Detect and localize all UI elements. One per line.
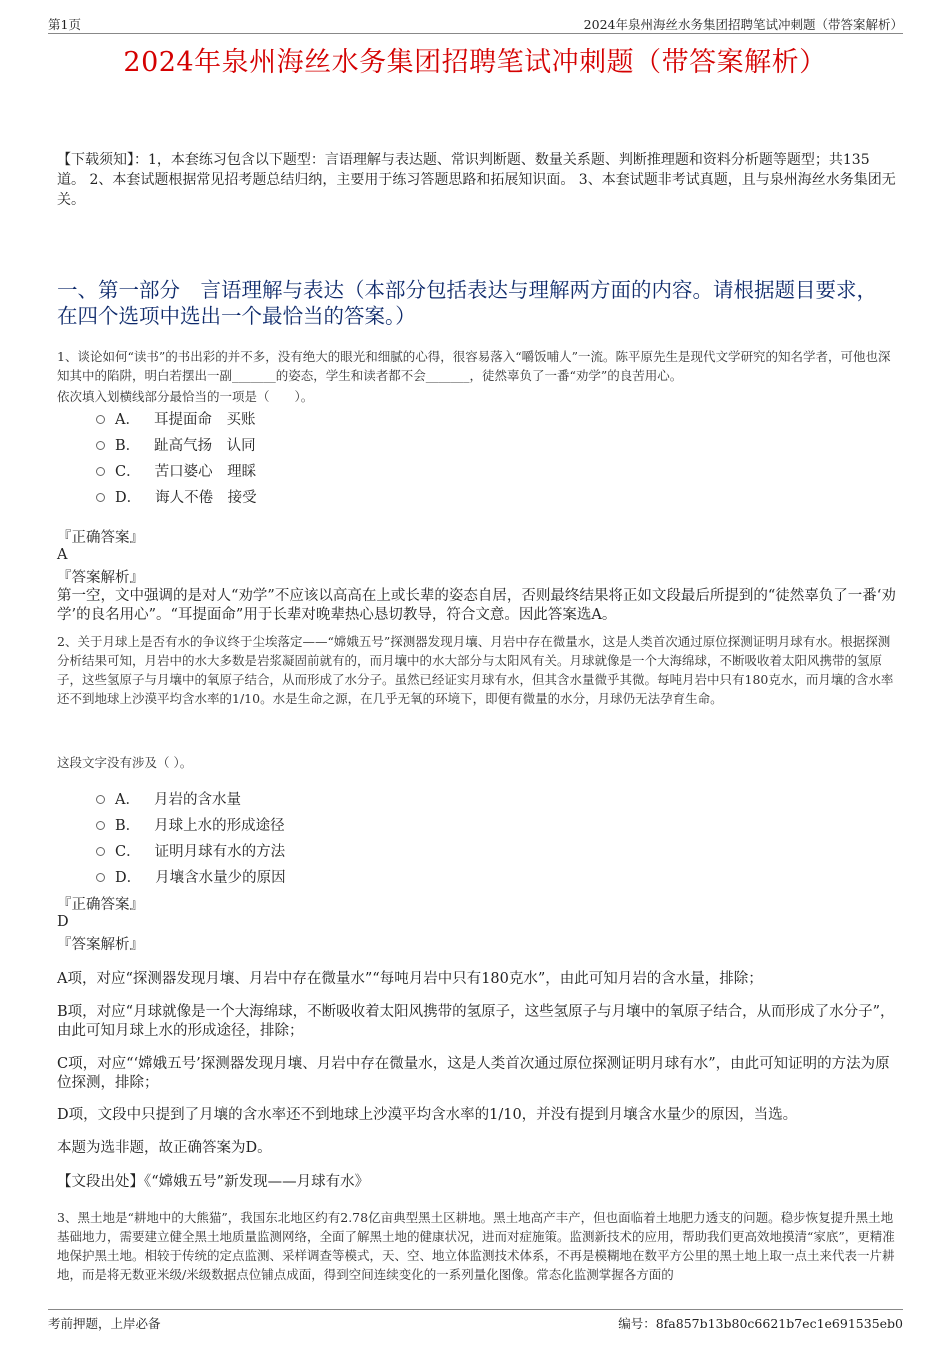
question-2-stem: 2、关于月球上是否有水的争议终于尘埃落定——“嫦娥五号”探测器发现月壤、月岩中存在微量水，这是人类首次通过原位探测证明月球有水。根据探测分析结果可知，月岩中的水大多数是岩浆凝固前就有的，而月壤中的水大部分与太阳风有关。月球就像是一个大海绵球，不断吸收着太阳风携带的氢原子，这些氢原子与月壤中的氧原子结合，从而形成了水分子。虽然已经证实月球有水，但其含水量微乎其微。每吨月岩中只有180克水，而月壤的含水率还不到地球上沙漠平均含水率的1/10。水是生命之源，在几乎无氧的环境下，即便有微量的水分，月球仍无法孕育生命。 xyxy=(57,634,894,706)
download-notice: 【下载须知】：1，本套练习包含以下题型：言语理解与表达题、常识判断题、数量关系题、判断推理题和资料分析题等题型；共135道。 2、本套试题根据常见招考题总结归纳，主要用于练习答题思路和拓展知识面。 3、本套试题非考试真题，且与泉州海丝水务集团无关。 xyxy=(57,152,896,208)
section-heading: 一、第一部分 言语理解与表达（本部分包括表达与理解两方面的内容。请根据题目要求，在四个选项中选出一个最恰当的答案。） xyxy=(57,278,877,328)
question-1-prompt: 依次填入划横线部分最恰当的一项是（ ）。 xyxy=(57,389,314,404)
q1-option-b[interactable]: B． 趾高气扬 认同 xyxy=(96,431,257,457)
q1-option-a[interactable]: A． 耳提面命 买账 xyxy=(96,405,257,431)
q1-option-d[interactable]: D． 诲人不倦 接受 xyxy=(96,483,257,509)
q2-source: 【文段出处】《“嫦娥五号”新发现——月球有水》 xyxy=(57,1174,370,1190)
q2-analysis-a: A项，对应“探测器发现月壤、月岩中存在微量水”“每吨月岩中只有180克水”，由此可知月岩的含水量，排除； xyxy=(57,971,763,987)
question-1-stem: 1、谈论如何“读书”的书出彩的并不多，没有绝大的眼光和细腻的心得，很容易落入“嚼饭哺人”一流。陈平原先生是现代文学研究的知名学者，可他也深知其中的陷阱，明白若摆出一副_______的姿态，学生和读者都不会_______，徒然辜负了一番“劝学”的良苦用心。 xyxy=(57,349,891,383)
q2-analysis-c: C项，对应“‘嫦娥五号’探测器发现月壤、月岩中存在微量水，这是人类首次通过原位探测证明月球有水”，由此可知证明的方法为原位探测，排除； xyxy=(57,1056,890,1091)
q2-analysis-d: D项，文段中只提到了月壤的含水率还不到地球上沙漠平均含水率的1/10，并没有提到月壤含水量少的原因，当选。 xyxy=(57,1107,798,1123)
q2-answer: D xyxy=(57,914,69,930)
header-doc-title: 2024年泉州海丝水务集团招聘笔试冲刺题（带答案解析） xyxy=(583,17,903,32)
page-header xyxy=(48,13,903,34)
q2-option-a[interactable]: A． 月岩的含水量 xyxy=(96,785,286,811)
radio-icon[interactable] xyxy=(96,795,105,804)
radio-icon[interactable] xyxy=(96,415,105,424)
radio-icon[interactable] xyxy=(96,467,105,476)
radio-icon[interactable] xyxy=(96,441,105,450)
q2-conclusion: 本题为选非题，故正确答案为D。 xyxy=(57,1140,272,1156)
q1-analysis: 第一空，文中强调的是对人“劝学”不应该以高高在上或长辈的姿态自居，否则最终结果将正如文段最后所提到的“徒然辜负了一番‘劝学’的良名用心”。“耳提面命”用于长辈对晚辈热心恳切教导，符合文意。因此答案选A。 xyxy=(57,588,896,623)
question-1-options xyxy=(96,405,257,509)
page-title: 2024年泉州海丝水务集团招聘笔试冲刺题（带答案解析） xyxy=(123,47,827,78)
footer-divider xyxy=(48,1309,903,1310)
q2-option-c[interactable]: C． 证明月球有水的方法 xyxy=(96,837,286,863)
radio-icon[interactable] xyxy=(96,873,105,882)
q1-answer: A xyxy=(57,547,68,563)
q2-option-d[interactable]: D． 月壤含水量少的原因 xyxy=(96,863,286,889)
question-2-options xyxy=(96,785,286,889)
question-3-stem: 3、黑土地是“耕地中的大熊猫”，我国东北地区约有2.78亿亩典型黑土区耕地。黑土地高产丰产，但也面临着土地肥力透支的问题。稳步恢复提升黑土地基础地力，需要建立健全黑土地质量监测网络，全面了解黑土地的健康状况，进而对症施策。监测新技术的应用，帮助我们更高效地摸清“家底”，更精准地保护黑土地。相较于传统的定点监测、采样调查等模式，天、空、地立体监测技术体系，不再是模糊地在数平方公里的黑土地上取一点土来代表一片耕地，而是将无数亚米级/米级数据点位铺点成面，得到空间连续变化的一系列量化图像。常态化监测掌握各方面的 xyxy=(57,1210,895,1282)
radio-icon[interactable] xyxy=(96,821,105,830)
radio-icon[interactable] xyxy=(96,493,105,502)
q2-analysis-label: 『答案解析』 xyxy=(57,937,144,953)
q2-analysis-b: B项，对应“月球就像是一个大海绵球，不断吸收着太阳风携带的氢原子，这些氢原子与月壤中的氧原子结合，从而形成了水分子”，由此可知月球上水的形成途径，排除； xyxy=(57,1004,895,1039)
footer-doc-id: 编号：8fa857b13b80c6621b7ec1e691535eb0 xyxy=(618,1316,903,1331)
q1-analysis-label: 『答案解析』 xyxy=(57,570,144,586)
question-2-prompt: 这段文字没有涉及（ ）。 xyxy=(57,755,193,770)
q1-correct-answer-label: 『正确答案』 xyxy=(57,530,144,546)
radio-icon[interactable] xyxy=(96,847,105,856)
page-number: 第1页 xyxy=(48,17,81,32)
q2-correct-answer-label: 『正确答案』 xyxy=(57,897,144,913)
footer-slogan: 考前押题，上岸必备 xyxy=(48,1316,161,1331)
q1-option-c[interactable]: C． 苦口婆心 理睬 xyxy=(96,457,257,483)
q2-option-b[interactable]: B． 月球上水的形成途径 xyxy=(96,811,286,837)
